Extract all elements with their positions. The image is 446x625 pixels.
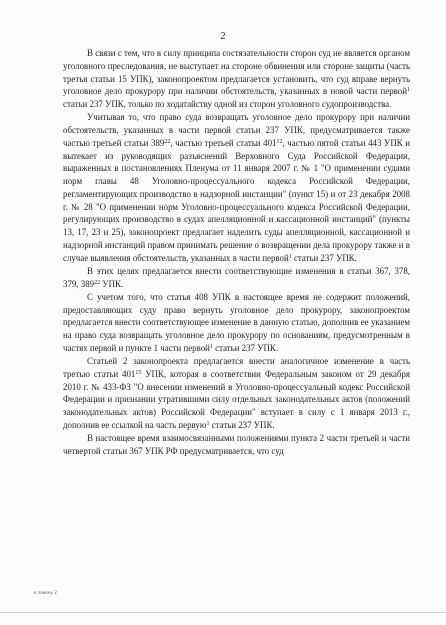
footnote-superscript: 15: [135, 369, 142, 376]
footnote-superscript: 1: [288, 253, 292, 260]
paragraph-text: Статьей 2 законопроекта предлагается внести аналогичное изменение в часть третью статьи 401: [63, 356, 410, 379]
paragraph-text: В связи с тем, что в силу принципа состязательности сторон суд не является органом уголовного преследования, не выступает на стороне обвинения или стороне защиты (часть третья статьи 15 УПК), законопроектом предлагается установить, что суд вправе вернуть уголовное дело прокурору при наличии обстоятельств, указанных в новой части первой: [63, 48, 410, 97]
paragraph: [63, 355, 410, 432]
paragraph-text: В этих целях предлагается внести соответствующие изменения в статьи 367, 378, 379, 389: [63, 265, 410, 289]
footnote-superscript: 22: [94, 279, 101, 286]
paragraph: [63, 111, 410, 264]
paragraph-text: В настоящее время взаимосвязанными положениями пункта 2 части третьей и части четвертой статьи 367 УПК РФ предусматривается, что суд: [63, 433, 410, 456]
page-bottom-edge: [0, 612, 446, 613]
paragraph-text: УПК.: [100, 278, 124, 289]
paragraph-text: , частью пятой статьи 443 УПК и вытекает из руководящих разъяснений Верховного Суда Российской Федерации, выраженных в постановлениях Пленума от 11 января 2007 г. № 1 "О применении судами норм главы 48 Уголовно-процессуального кодекса Российской Федерации, регламентирующих производство в надзорной инстанции" (пункт 15) и от 23 декабря 2008 г. № 28 "О применении норм Уголовно-процессуального кодекса Российской Федерации, регулирующих производство в судах апелляционной и кассационной инстанций" (пункты 13, 17, 23 и 25), законопроект предлагает наделить суды апелляционной, кассационной и надзорной инстанций правом принимать решение о возвращении дела прокурору также и в случае выявления обстоятельств, указанных в части первой: [63, 137, 411, 263]
paragraph: [63, 432, 410, 458]
paragraph: [63, 265, 410, 291]
footnote-superscript: 1: [407, 87, 410, 94]
footnote-superscript: 12: [276, 138, 283, 145]
footnote-superscript: 22: [164, 138, 171, 145]
paragraph-text: , частью третьей статьи 401: [170, 137, 277, 148]
footer-note: к закону 2: [34, 590, 57, 595]
paragraph-text: С учетом того, что статья 408 УПК в настоящее время не содержит положений, предоставляющих суду право вернуть уголовное дело прокурору, законопроектом предлагается внести соответствующее изменение в данную статью, дополнив ее указанием на право суда возвращать уголовное дело прокурору по основаниям, предусмотренным в частях первой и пункте 1 части первой: [63, 291, 410, 353]
footnote-superscript: 1: [206, 420, 210, 427]
paragraph-text: статьи 237 УПК, только по ходатайству одной из сторон уголовного судопроизводства.: [63, 99, 392, 109]
paragraph-text: УПК, которая в соответствии Федеральным законом от 29 декабря 2010 г. № 433-ФЗ "О внесении изменений в Уголовно-процессуальный кодекс Российской Федерации и признании утратившими силу отдельных законодательных актов (положений законодательных актов) Российской Федерации" вступает в силу с 1 января 2013 г., дополнив ее ссылкой на часть первую: [63, 368, 410, 430]
footnote-superscript: 1: [209, 343, 213, 350]
paragraph: [63, 47, 410, 111]
document-body: [63, 47, 410, 458]
paragraph-text: статьи 237 УПК.: [209, 419, 275, 430]
paragraph-text: статьи 237 УПК.: [212, 342, 279, 353]
paragraph: [63, 291, 410, 355]
paragraph-text: Учитывая то, что право суда возвращать уголовное дело прокурору при наличии обстоятельств, указанных в части первой статьи 237 УПК, предусматривается также частью третьей статьи 389: [63, 112, 410, 148]
paragraph-text: статьи 237 УПК.: [291, 252, 357, 263]
page-number: 2: [220, 31, 226, 42]
